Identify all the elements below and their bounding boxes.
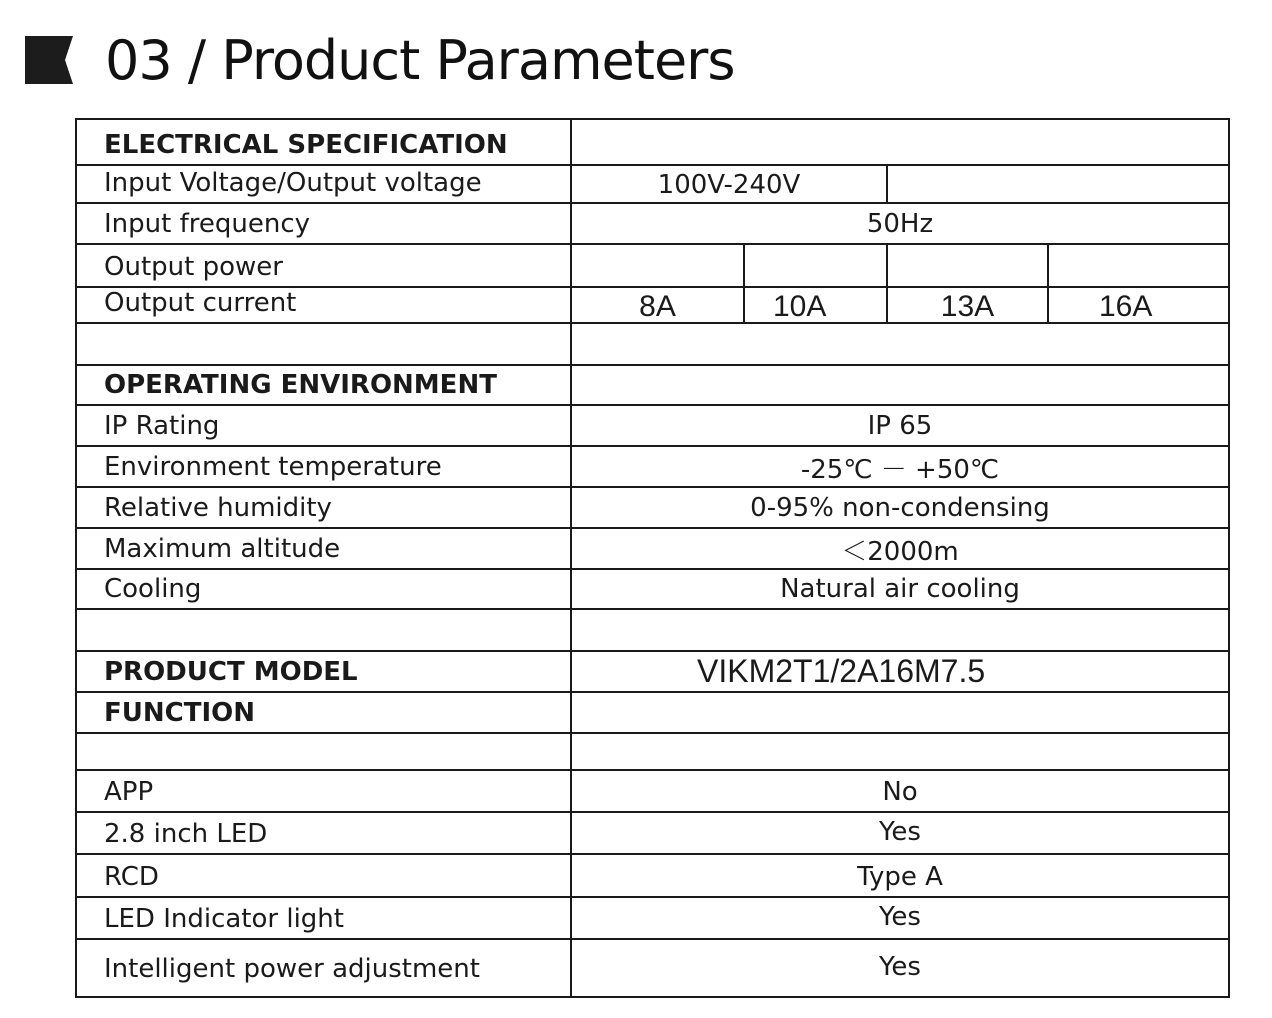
app-label: APP <box>76 770 571 812</box>
table-row <box>76 651 1229 692</box>
product-parameters-table <box>75 118 1230 998</box>
table-row <box>76 165 1229 203</box>
input-frequency-value: 50Hz <box>571 203 1229 244</box>
empty-cell <box>1048 244 1229 287</box>
section-heading-environment: OPERATING ENVIRONMENT <box>76 365 571 405</box>
table-row <box>76 569 1229 609</box>
led-indicator-label: LED Indicator light <box>76 897 571 939</box>
output-current-10a: 10A <box>744 287 887 323</box>
led-screen-label: 2.8 inch LED <box>76 812 571 854</box>
page-title: 03 / Product Parameters <box>105 28 735 92</box>
empty-cell <box>76 609 571 651</box>
table-row <box>76 405 1229 446</box>
environment-temperature-value: -25℃ － +50℃ <box>571 446 1229 487</box>
maximum-altitude-value: ＜2000m <box>571 528 1229 569</box>
page-header <box>25 28 735 92</box>
ip-rating-value: IP 65 <box>571 405 1229 446</box>
empty-cell <box>887 165 1229 203</box>
output-current-13a: 13A <box>887 287 1048 323</box>
table-row <box>76 770 1229 812</box>
section-heading-function: FUNCTION <box>76 692 571 733</box>
table-row <box>76 854 1229 897</box>
table-row-spacer <box>76 733 1229 770</box>
empty-cell <box>887 244 1048 287</box>
input-frequency-label: Input frequency <box>76 203 571 244</box>
table-row <box>76 487 1229 528</box>
table-row <box>76 365 1229 405</box>
table-row <box>76 692 1229 733</box>
cooling-value: Natural air cooling <box>571 569 1229 609</box>
maximum-altitude-label: Maximum altitude <box>76 528 571 569</box>
section-heading-product-model: PRODUCT MODEL <box>76 651 571 692</box>
empty-cell <box>571 733 1229 770</box>
relative-humidity-value: 0-95% non-condensing <box>571 487 1229 528</box>
output-power-label: Output power <box>76 244 571 287</box>
empty-cell <box>571 119 1229 165</box>
rcd-label: RCD <box>76 854 571 897</box>
table-row <box>76 812 1229 854</box>
table-row <box>76 939 1229 997</box>
empty-cell <box>76 733 571 770</box>
app-value: No <box>571 770 1229 812</box>
output-current-16a: 16A <box>1048 287 1229 323</box>
table-row-spacer <box>76 323 1229 365</box>
intelligent-power-value: Yes <box>571 939 1229 997</box>
led-screen-value: Yes <box>571 812 1229 854</box>
table-row <box>76 203 1229 244</box>
input-voltage-value: 100V-240V <box>571 165 887 203</box>
empty-cell <box>571 609 1229 651</box>
empty-cell <box>571 323 1229 365</box>
table-row-spacer <box>76 609 1229 651</box>
section-heading-electrical: ELECTRICAL SPECIFICATION <box>76 119 571 165</box>
output-current-8a: 8A <box>571 287 744 323</box>
table-row <box>76 287 1229 323</box>
empty-cell <box>76 323 571 365</box>
rcd-value: Type A <box>571 854 1229 897</box>
output-current-label: Output current <box>76 287 571 323</box>
input-voltage-label: Input Voltage/Output voltage <box>76 165 571 203</box>
environment-temperature-label: Environment temperature <box>76 446 571 487</box>
table-row <box>76 897 1229 939</box>
table-row <box>76 119 1229 165</box>
empty-cell <box>744 244 887 287</box>
table-row <box>76 244 1229 287</box>
bookmark-flag-icon <box>25 36 73 84</box>
intelligent-power-label: Intelligent power adjustment <box>76 939 571 997</box>
cooling-label: Cooling <box>76 569 571 609</box>
empty-cell <box>571 692 1229 733</box>
relative-humidity-label: Relative humidity <box>76 487 571 528</box>
led-indicator-value: Yes <box>571 897 1229 939</box>
empty-cell <box>571 244 744 287</box>
product-model-value: VIKM2T1/2A16M7.5 <box>571 651 1229 692</box>
ip-rating-label: IP Rating <box>76 405 571 446</box>
empty-cell <box>571 365 1229 405</box>
table-row <box>76 528 1229 569</box>
table-row <box>76 446 1229 487</box>
